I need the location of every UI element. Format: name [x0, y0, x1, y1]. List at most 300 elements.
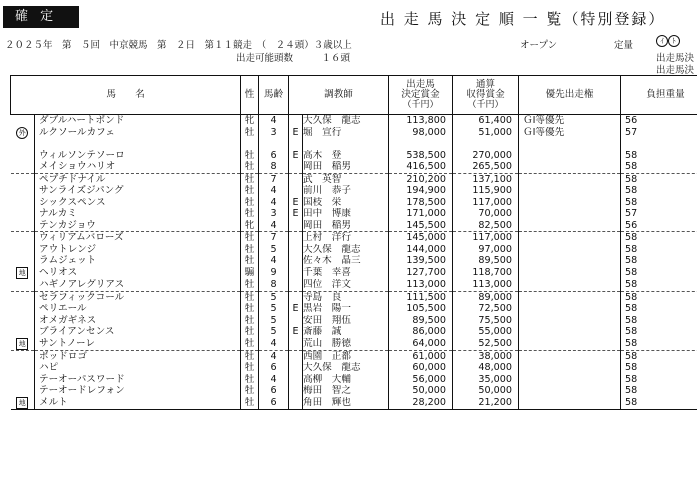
trainer-name: 岡田 稲男	[303, 161, 389, 173]
carried-weight: 58	[621, 362, 697, 374]
horse-name: ナルカミ	[35, 208, 241, 220]
priority-right	[519, 197, 621, 209]
col-prize	[389, 76, 453, 115]
origin-mark	[11, 397, 35, 410]
east-mark: E	[289, 127, 303, 139]
table-row	[11, 208, 697, 220]
priority-right	[519, 161, 621, 173]
east-mark	[289, 338, 303, 351]
carried-weight: 58	[621, 197, 697, 209]
horse-name: ブライアンセンス	[35, 326, 241, 338]
east-mark	[289, 244, 303, 256]
horse-age: 4	[259, 255, 289, 267]
decision-prize	[389, 139, 453, 150]
horse-sex: 牝	[241, 220, 259, 232]
carried-weight: 58	[621, 244, 697, 256]
trainer-name: 角田 輝也	[303, 397, 389, 410]
earned-prize: 89,500	[453, 255, 519, 267]
priority-right	[519, 291, 621, 303]
table-row	[11, 255, 697, 267]
east-mark: E	[289, 197, 303, 209]
carried-weight: 58	[621, 161, 697, 173]
horse-name: ペプチドナイル	[35, 173, 241, 185]
table-row	[11, 115, 697, 127]
decision-prize: 28,200	[389, 397, 453, 410]
earned-prize: 55,000	[453, 326, 519, 338]
table-row	[11, 150, 697, 162]
east-mark	[289, 173, 303, 185]
table-row	[11, 185, 697, 197]
horse-sex: 牡	[241, 338, 259, 351]
horse-age: 9	[259, 267, 289, 279]
table-row	[11, 374, 697, 386]
earned-prize: 35,000	[453, 374, 519, 386]
horse-age: 5	[259, 244, 289, 256]
horse-age: 5	[259, 326, 289, 338]
origin-mark	[11, 338, 35, 351]
horse-name: セラフィックコール	[35, 291, 241, 303]
col-earned-line1: 通算	[475, 79, 496, 90]
decision-prize: 89,500	[389, 315, 453, 327]
east-mark	[289, 374, 303, 386]
priority-right: ＧⅠ等優先	[519, 127, 621, 139]
right-cut-text-1: 出走馬決	[656, 53, 695, 64]
horse-sex: 牡	[241, 385, 259, 397]
origin-mark	[11, 208, 35, 220]
priority-right	[519, 374, 621, 386]
earned-prize: 137,100	[453, 173, 519, 185]
horse-name: メイショウハリオ	[35, 161, 241, 173]
col-earned	[453, 76, 519, 115]
origin-mark	[11, 244, 35, 256]
horse-age: 8	[259, 161, 289, 173]
origin-mark-icon: 地	[16, 267, 28, 279]
trainer-name: 梅田 智之	[303, 385, 389, 397]
carried-weight: 56	[621, 115, 697, 127]
carried-weight: 58	[621, 255, 697, 267]
col-earned-line2: 収得賞金	[466, 89, 505, 100]
priority-right	[519, 315, 621, 327]
earned-prize: 50,000	[453, 385, 519, 397]
col-sex: 性	[241, 76, 259, 115]
col-prize-line2: 決定賞金	[401, 89, 440, 100]
carried-weight: 58	[621, 150, 697, 162]
horse-name: サントノーレ	[35, 338, 241, 351]
origin-mark	[11, 303, 35, 315]
horse-name: メルト	[35, 397, 241, 410]
horse-name: テンカジョウ	[35, 220, 241, 232]
origin-mark	[11, 197, 35, 209]
origin-mark	[11, 255, 35, 267]
priority-right	[519, 385, 621, 397]
table-row	[11, 279, 697, 291]
priority-right	[519, 220, 621, 232]
origin-mark	[11, 267, 35, 279]
earned-prize: 52,500	[453, 338, 519, 351]
horse-sex: 牡	[241, 161, 259, 173]
trainer-name: 大久保 龍志	[303, 362, 389, 374]
trainer-name: 岡田 稲男	[303, 220, 389, 232]
carried-weight: 58	[621, 397, 697, 410]
table-row	[11, 232, 697, 244]
horse-name: テーオードレフォン	[35, 385, 241, 397]
earned-prize: 117,000	[453, 232, 519, 244]
east-mark	[289, 115, 303, 127]
carried-weight: 58	[621, 303, 697, 315]
carried-weight: 57	[621, 127, 697, 139]
weight-rule: 定量	[614, 40, 634, 51]
carried-weight: 57	[621, 208, 697, 220]
priority-right	[519, 267, 621, 279]
col-horse: 馬 名	[11, 76, 241, 115]
trainer-name: 四位 洋文	[303, 279, 389, 291]
east-mark: E	[289, 150, 303, 162]
priority-right	[519, 150, 621, 162]
trainer-name: 前川 恭子	[303, 185, 389, 197]
horse-name: オメガギネス	[35, 315, 241, 327]
priority-right	[519, 208, 621, 220]
trainer-name	[303, 139, 389, 150]
horse-age: 4	[259, 197, 289, 209]
horse-age: 6	[259, 397, 289, 410]
origin-mark	[11, 161, 35, 173]
trainer-name: 国枝 栄	[303, 197, 389, 209]
horse-age: 4	[259, 374, 289, 386]
decision-prize: 111,500	[389, 291, 453, 303]
horse-age: 4	[259, 220, 289, 232]
spacer-row	[11, 139, 697, 150]
horse-sex: 牡	[241, 315, 259, 327]
earned-prize: 265,500	[453, 161, 519, 173]
table-row	[11, 244, 697, 256]
origin-mark	[11, 173, 35, 185]
decision-prize: 64,000	[389, 338, 453, 351]
priority-right	[519, 185, 621, 197]
horse-age: 7	[259, 173, 289, 185]
horse-age: 6	[259, 150, 289, 162]
table-row	[11, 161, 697, 173]
horse-name: テーオーパスワード	[35, 374, 241, 386]
horse-name: ハピ	[35, 362, 241, 374]
entry-table	[10, 75, 697, 410]
priority-right	[519, 244, 621, 256]
east-mark	[289, 350, 303, 362]
col-priority: 優先出走権	[519, 76, 621, 115]
table-row	[11, 338, 697, 351]
horse-age: 7	[259, 232, 289, 244]
trainer-name: 寺島 良	[303, 291, 389, 303]
horse-sex: 牡	[241, 279, 259, 291]
table-row	[11, 267, 697, 279]
horse-name: ウィリアムバローズ	[35, 232, 241, 244]
horse-age	[259, 139, 289, 150]
decision-prize: 50,000	[389, 385, 453, 397]
trainer-name: 安田 翔伍	[303, 315, 389, 327]
horse-name: ラムジェット	[35, 255, 241, 267]
horse-sex: 騸	[241, 267, 259, 279]
east-mark	[289, 267, 303, 279]
col-weight: 負担重量	[621, 76, 697, 115]
origin-mark	[11, 185, 35, 197]
earned-prize: 48,000	[453, 362, 519, 374]
origin-mark	[11, 315, 35, 327]
decision-prize: 145,000	[389, 232, 453, 244]
decision-prize: 98,000	[389, 127, 453, 139]
horse-sex: 牡	[241, 232, 259, 244]
right-cut-text-2: 出走馬決	[656, 65, 695, 76]
table-row	[11, 303, 697, 315]
east-mark	[289, 362, 303, 374]
horse-name: シックスペンス	[35, 197, 241, 209]
horse-age: 4	[259, 350, 289, 362]
table-row	[11, 326, 697, 338]
col-prize-unit: （千円）	[402, 100, 439, 110]
origin-mark	[11, 115, 35, 127]
origin-mark	[11, 385, 35, 397]
horse-name	[35, 139, 241, 150]
carried-weight	[621, 139, 697, 150]
decision-prize: 61,000	[389, 350, 453, 362]
origin-mark	[11, 139, 35, 150]
horse-sex: 牡	[241, 255, 259, 267]
earned-prize: 82,500	[453, 220, 519, 232]
horse-age: 8	[259, 279, 289, 291]
table-row	[11, 385, 697, 397]
east-mark: E	[289, 326, 303, 338]
table-row	[11, 291, 697, 303]
priority-right	[519, 255, 621, 267]
table-row	[11, 173, 697, 185]
earned-prize: 72,500	[453, 303, 519, 315]
carried-weight: 58	[621, 385, 697, 397]
priority-right	[519, 173, 621, 185]
table-row	[11, 220, 697, 232]
trainer-name: 高木 登	[303, 150, 389, 162]
trainer-name: 田中 博康	[303, 208, 389, 220]
horse-age: 4	[259, 115, 289, 127]
east-mark	[289, 220, 303, 232]
priority-right	[519, 338, 621, 351]
origin-mark-icon: 地	[16, 397, 28, 409]
horse-sex: 牡	[241, 291, 259, 303]
decision-prize: 538,500	[389, 150, 453, 162]
decision-prize: 139,500	[389, 255, 453, 267]
earned-prize: 117,000	[453, 197, 519, 209]
earned-prize: 89,000	[453, 291, 519, 303]
horse-age: 4	[259, 185, 289, 197]
carried-weight: 58	[621, 338, 697, 351]
origin-mark	[11, 350, 35, 362]
horse-name: ハギノアレグリアス	[35, 279, 241, 291]
confirmed-badge: 確 定	[3, 6, 79, 28]
earned-prize: 21,200	[453, 397, 519, 410]
carried-weight: 58	[621, 326, 697, 338]
horse-age: 6	[259, 385, 289, 397]
horse-sex: 牡	[241, 350, 259, 362]
trainer-name: 上村 洋行	[303, 232, 389, 244]
horse-name: ヘリオス	[35, 267, 241, 279]
earned-prize: 61,400	[453, 115, 519, 127]
carried-weight: 56	[621, 220, 697, 232]
earned-prize: 97,000	[453, 244, 519, 256]
carried-weight: 58	[621, 350, 697, 362]
earned-prize: 51,000	[453, 127, 519, 139]
east-mark	[289, 161, 303, 173]
trainer-name: 千葉 幸喜	[303, 267, 389, 279]
trainer-name: 堀 宣行	[303, 127, 389, 139]
horse-name: ウィルソンテソーロ	[35, 150, 241, 162]
priority-right	[519, 397, 621, 410]
origin-mark	[11, 220, 35, 232]
decision-prize: 171,000	[389, 208, 453, 220]
horse-name: ダブルハートボンド	[35, 115, 241, 127]
east-mark	[289, 315, 303, 327]
horse-sex: 牡	[241, 244, 259, 256]
earned-prize	[453, 139, 519, 150]
east-mark	[289, 139, 303, 150]
col-earned-unit: （千円）	[467, 100, 504, 110]
horse-age: 5	[259, 315, 289, 327]
horse-name: アウトレンジ	[35, 244, 241, 256]
decision-prize: 86,000	[389, 326, 453, 338]
east-mark	[289, 232, 303, 244]
horse-age: 5	[259, 291, 289, 303]
horse-name: サンライズジパング	[35, 185, 241, 197]
decision-prize: 145,500	[389, 220, 453, 232]
east-mark	[289, 397, 303, 410]
trainer-name: 武 英智	[303, 173, 389, 185]
race-class: オープン	[520, 40, 558, 51]
horse-age: 6	[259, 362, 289, 374]
carried-weight: 58	[621, 279, 697, 291]
origin-mark	[11, 127, 35, 139]
table-row	[11, 397, 697, 410]
decision-prize: 113,800	[389, 115, 453, 127]
decision-prize: 178,500	[389, 197, 453, 209]
earned-prize: 118,700	[453, 267, 519, 279]
horse-sex: 牡	[241, 374, 259, 386]
priority-right	[519, 303, 621, 315]
horse-name: ペリエール	[35, 303, 241, 315]
table-row	[11, 362, 697, 374]
priority-right	[519, 326, 621, 338]
priority-right	[519, 139, 621, 150]
carried-weight: 58	[621, 291, 697, 303]
east-mark: E	[289, 303, 303, 315]
trainer-name: 佐々木 晶三	[303, 255, 389, 267]
carried-weight: 58	[621, 315, 697, 327]
origin-mark	[11, 279, 35, 291]
earned-prize: 115,900	[453, 185, 519, 197]
origin-mark	[11, 291, 35, 303]
horse-age: 3	[259, 127, 289, 139]
table-row	[11, 127, 697, 139]
horse-name: ボッドロゴ	[35, 350, 241, 362]
earned-prize: 75,500	[453, 315, 519, 327]
race-info: ２０２５年 第 ５回 中京競馬 第 ２日 第１１競走 （ ２４頭）３歳以上	[5, 40, 352, 51]
horse-age: 4	[259, 338, 289, 351]
origin-mark	[11, 374, 35, 386]
trainer-name: 大久保 龍志	[303, 244, 389, 256]
horse-sex: 牡	[241, 362, 259, 374]
origin-mark-icon: 地	[16, 338, 28, 350]
carried-weight: 58	[621, 173, 697, 185]
priority-right	[519, 362, 621, 374]
east-mark	[289, 185, 303, 197]
table-row	[11, 350, 697, 362]
carried-weight: 58	[621, 232, 697, 244]
horse-sex: 牡	[241, 127, 259, 139]
decision-prize: 127,700	[389, 267, 453, 279]
earned-prize: 70,000	[453, 208, 519, 220]
east-mark	[289, 291, 303, 303]
origin-mark	[11, 232, 35, 244]
trainer-name: 大久保 龍志	[303, 115, 389, 127]
trainer-name: 斎藤 誠	[303, 326, 389, 338]
east-mark	[289, 279, 303, 291]
carried-weight: 58	[621, 374, 697, 386]
east-mark	[289, 255, 303, 267]
horse-sex: 牡	[241, 326, 259, 338]
horse-name: ルクソールカフェ	[35, 127, 241, 139]
decision-prize: 56,000	[389, 374, 453, 386]
horse-sex: 牡	[241, 208, 259, 220]
col-prize-line1: 出走馬	[406, 79, 435, 90]
col-age: 馬齢	[259, 76, 289, 115]
priority-right	[519, 232, 621, 244]
origin-mark-icon: 外	[16, 127, 28, 139]
earned-prize: 38,000	[453, 350, 519, 362]
weight-rule-icon: ｲ ﾄ	[656, 35, 680, 47]
decision-prize: 144,000	[389, 244, 453, 256]
east-mark: E	[289, 208, 303, 220]
table-row	[11, 197, 697, 209]
earned-prize: 113,000	[453, 279, 519, 291]
priority-right: ＧⅠ等優先	[519, 115, 621, 127]
horse-sex	[241, 139, 259, 150]
earned-prize: 270,000	[453, 150, 519, 162]
horse-sex: 牡	[241, 303, 259, 315]
horse-sex: 牡	[241, 397, 259, 410]
table-row	[11, 315, 697, 327]
horse-age: 3	[259, 208, 289, 220]
decision-prize: 105,500	[389, 303, 453, 315]
priority-right	[519, 279, 621, 291]
horse-sex: 牝	[241, 115, 259, 127]
horse-age: 5	[259, 303, 289, 315]
decision-prize: 210,200	[389, 173, 453, 185]
decision-prize: 60,000	[389, 362, 453, 374]
trainer-name: 西園 正都	[303, 350, 389, 362]
origin-mark	[11, 150, 35, 162]
col-trainer: 調教師	[289, 76, 389, 115]
trainer-name: 黒岩 陽一	[303, 303, 389, 315]
horse-sex: 牡	[241, 150, 259, 162]
origin-mark	[11, 362, 35, 374]
trainer-name: 高柳 大輔	[303, 374, 389, 386]
carried-weight: 58	[621, 267, 697, 279]
decision-prize: 113,000	[389, 279, 453, 291]
page-title: 出 走 馬 決 定 順 一 覧（特別登録）	[380, 10, 666, 28]
trainer-name: 荒山 勝徳	[303, 338, 389, 351]
horse-sex: 牡	[241, 185, 259, 197]
east-mark	[289, 385, 303, 397]
runnable-count: 出走可能頭数 １６頭	[236, 53, 351, 64]
carried-weight: 58	[621, 185, 697, 197]
origin-mark	[11, 326, 35, 338]
decision-prize: 416,500	[389, 161, 453, 173]
decision-prize: 194,900	[389, 185, 453, 197]
